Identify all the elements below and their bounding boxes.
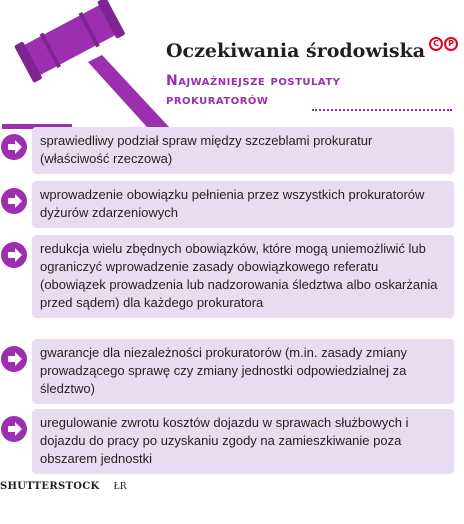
dotted-divider [312,107,452,111]
arrow-right-icon [0,415,28,443]
arrow-right-icon [0,133,28,161]
list-item-text: uregulowanie zwrotu kosztów dojazdu w sprawach służbowych i dojazdu do pracy po uzyskaniu zgody na zamieszkiwanie poza obszarem jednostki [32,409,454,474]
logo-letter-c: C [429,37,443,51]
gavel-icon [2,0,170,140]
subtitle [166,72,436,110]
list-item-text: redukcja wielu zbędnych obowiązków, które mogą uniemożliwić lub ograniczyć wprowadzenie zasady obowiązkowego referatu (obowiązek prowadzenia lub nadzorowania śledztwa albo oskarżania przed sądem) dla każdego prokuratora [32,235,454,318]
list-item [0,181,454,228]
arrow-right-icon [0,187,28,215]
page-title: Oczekiwania środowiska [166,40,426,62]
list-item-text: wprowadzenie obowiązku pełnienia przez wszystkich prokuratorów dyżurów zdarzeniowych [32,181,454,228]
author-initials: ŁR [113,482,127,492]
arrow-right-icon [0,241,28,269]
list-item [0,339,454,404]
list-item [0,235,454,318]
credit-text: SHUTTERSTOCK [0,481,100,492]
publisher-logo [429,37,459,53]
list-item [0,127,454,174]
image-credit [0,481,127,492]
subtitle-line-1: Najważniejsze postulaty [166,73,341,89]
subtitle-line-2: prokuratorów [166,92,269,108]
logo-letter-p: P [444,37,458,51]
list-item [0,409,454,474]
list-item-text: sprawiedliwy podział spraw między szczeblami prokuratur (właściwość rzeczowa) [32,127,454,174]
list-item-text: gwarancje dla niezależności prokuratorów (m.in. zasady zmiany prowadzącego sprawę czy zmiany jednostki odpowiedzialnej za śledztwo) [32,339,454,404]
arrow-right-icon [0,345,28,373]
